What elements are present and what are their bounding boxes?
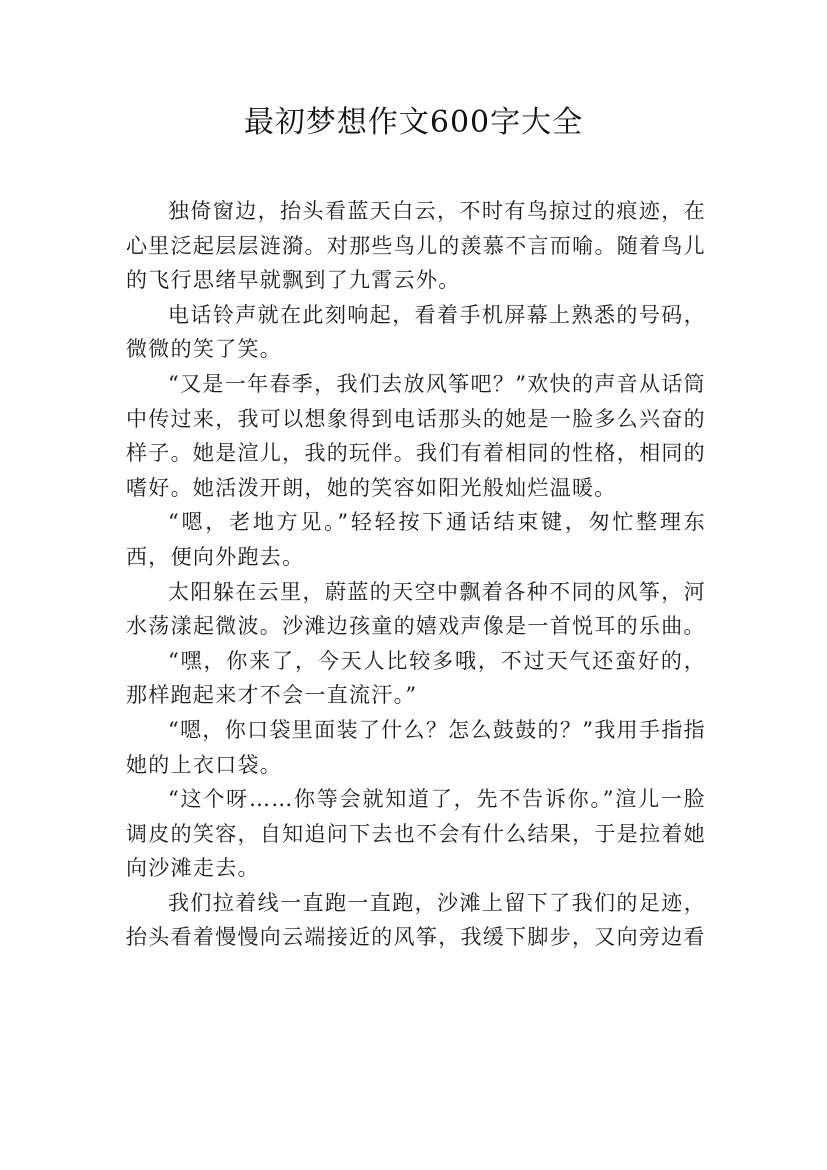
paragraph: 独倚窗边，抬头看蓝天白云，不时有鸟掠过的痕迹，在心里泛起层层涟漪。对那些鸟儿的羡慕不言而喻。随着鸟儿的飞行思绪早就飘到了九霄云外。 bbox=[126, 199, 706, 293]
paragraph: “嗯，老地方见。”轻轻按下通话结束键，匆忙整理东西，便向外跑去。 bbox=[126, 510, 706, 569]
document-title: 最初梦想作文600字大全 bbox=[243, 105, 584, 140]
paragraph: 电话铃声就在此刻响起，看着手机屏幕上熟悉的号码，微微的笑了笑。 bbox=[126, 302, 706, 362]
paragraph: “这个呀……你等会就知道了，先不告诉你。”渲儿一脸调皮的笑容，自知追问下去也不会有什么结果，于是拉着她向沙滩走去。 bbox=[126, 787, 706, 881]
paragraph: “嘿，你来了，今天人比较多哦，不过天气还蛮好的，那样跑起来才不会一直流汗。” bbox=[126, 648, 706, 708]
document-body bbox=[126, 194, 706, 955]
paragraph: 我们拉着线一直跑一直跑，沙滩上留下了我们的足迹，抬头看着慢慢向云端接近的风筝，我缓下脚步，又向旁边看 bbox=[126, 890, 706, 950]
paragraph: “嗯，你口袋里面装了什么？怎么鼓鼓的？”我用手指指她的上衣口袋。 bbox=[126, 717, 706, 777]
paragraph: 太阳躲在云里，蔚蓝的天空中飘着各种不同的风筝，河水荡漾起微波。沙滩边孩童的嬉戏声像是一首悦耳的乐曲。 bbox=[126, 579, 706, 639]
paragraph: “又是一年春季，我们去放风筝吧？”欢快的声音从话筒中传过来，我可以想象得到电话那头的她是一脸多么兴奋的样子。她是渲儿，我的玩伴。我们有着相同的性格，相同的嗜好。她活泼开朗，她的笑容如阳光般灿烂温暖。 bbox=[126, 371, 706, 500]
